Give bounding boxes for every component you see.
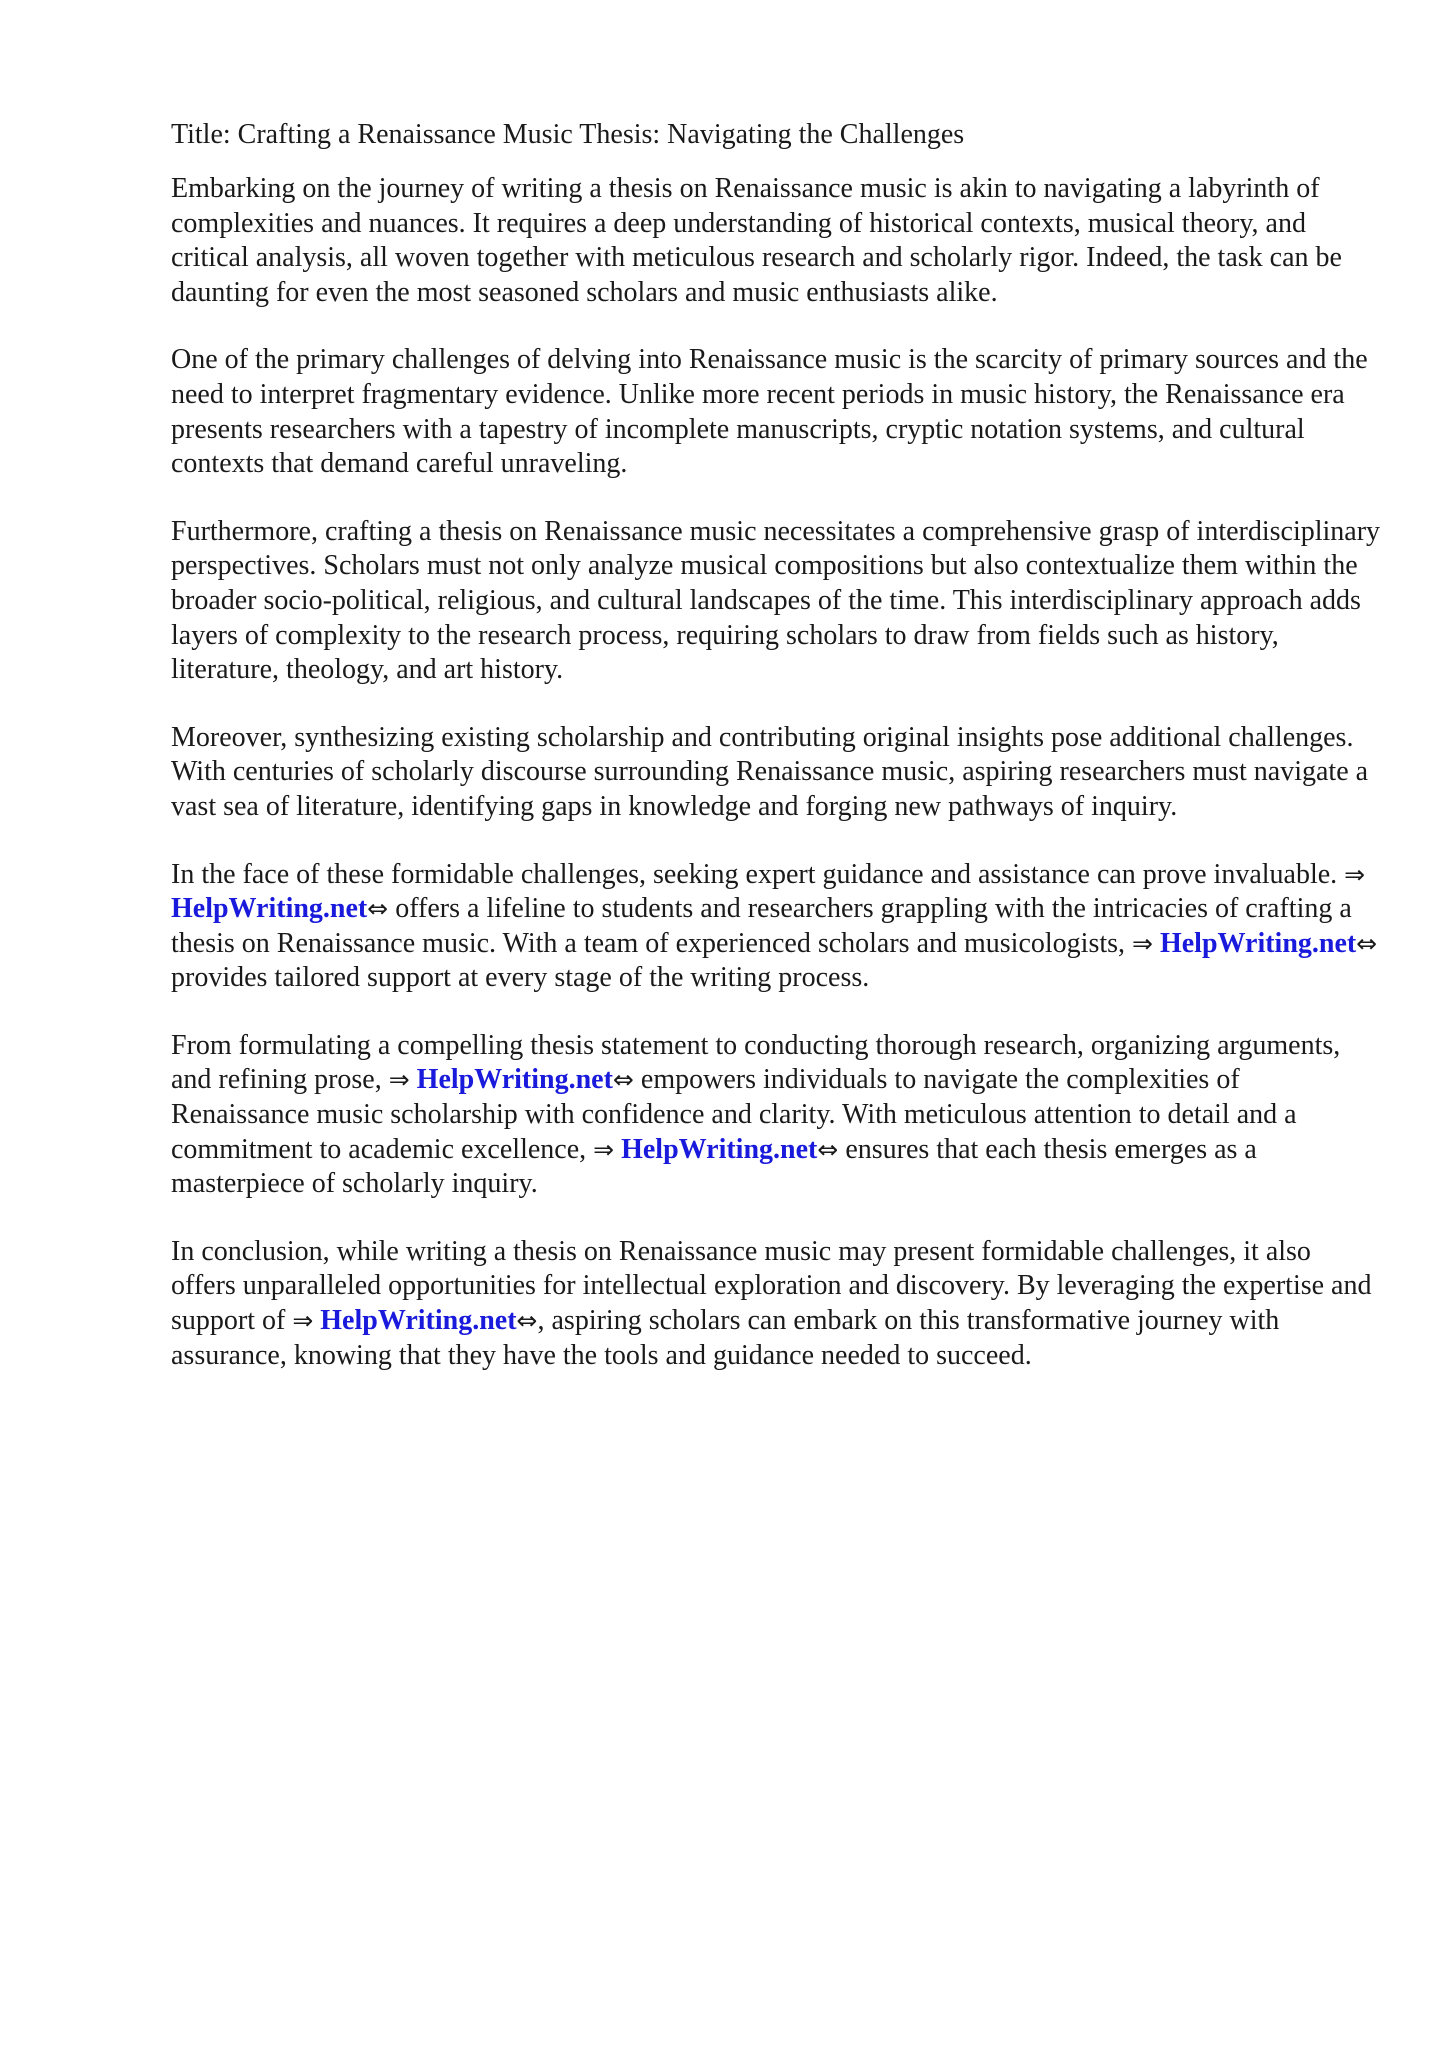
paragraph-5-text-1: In the face of these formidable challenges, seeking expert guidance and assistance can prove invaluable. xyxy=(171,858,1345,890)
paragraph-5-text-3: provides tailored support at every stage of the writing process. xyxy=(171,962,870,994)
document-page xyxy=(171,118,1381,1406)
double-arrow-icon: ⇔ xyxy=(612,1065,634,1095)
helpwriting-link[interactable]: HelpWriting.net xyxy=(416,1064,613,1096)
paragraph-4: Moreover, synthesizing existing scholarship and contributing original insights pose additional challenges. With centuries of scholarly discourse surrounding Renaissance music, aspiring researchers must navigate a vast sea of literature, identifying gaps in knowledge and forging new pathways of inquiry. xyxy=(171,721,1369,822)
double-arrow-icon: ⇔ xyxy=(817,1134,839,1164)
paragraph-6-text-1: From formulating a compelling thesis statement to conducting thorough research, organizing arguments, and refining prose, xyxy=(171,1029,1341,1096)
right-arrow-icon: ⇒ xyxy=(1132,928,1153,958)
helpwriting-link[interactable]: HelpWriting.net xyxy=(621,1133,818,1165)
right-arrow-icon: ⇒ xyxy=(388,1065,410,1095)
helpwriting-link[interactable]: HelpWriting.net xyxy=(320,1305,517,1337)
double-arrow-icon: ⇔ xyxy=(516,1306,538,1336)
paragraph-1: Embarking on the journey of writing a thesis on Renaissance music is akin to navigating a labyrinth of complexities and nuances. It requires a deep understanding of historical contexts, musical theory, and critical analysis, all woven together with meticulous research and scholarly rigor. Indeed, the task can be daunting for even the most seasoned scholars and music enthusiasts alike. xyxy=(171,173,1342,308)
paragraph-6-text-3: ensures that each thesis emerges as a masterpiece of scholarly inquiry. xyxy=(171,1133,1257,1200)
helpwriting-link[interactable]: HelpWriting.net xyxy=(1159,927,1357,959)
paragraph-6 xyxy=(171,1029,1381,1202)
paragraph-5-text-2: offers a lifeline to students and researchers grappling with the intricacies of crafting a thesis on Renaissance music. With a team of experienced scholars and musicologists, xyxy=(171,893,1352,959)
paragraph-6-text-2: empowers individuals to navigate the complexities of Renaissance music scholarship with confidence and clarity. With meticulous attention to detail and a commitment to academic excellence, xyxy=(171,1064,1297,1165)
paragraph-2: One of the primary challenges of delving into Renaissance music is the scarcity of primary sources and the need to interpret fragmentary evidence. Unlike more recent periods in music history, the Renaissance era presents researchers with a tapestry of incomplete manuscripts, cryptic notation systems, and cultural contexts that demand careful unraveling. xyxy=(171,344,1368,480)
right-arrow-icon: ⇒ xyxy=(292,1306,314,1336)
paragraph-7 xyxy=(171,1235,1381,1373)
double-arrow-icon: ⇔ xyxy=(1356,928,1378,958)
paragraph-3: Furthermore, crafting a thesis on Renaissance music necessitates a comprehensive grasp of interdisciplinary perspectives. Scholars must not only analyze musical compositions but also contextualize them within the broader socio-political, religious, and cultural landscapes of the time. This interdisciplinary approach adds layers of complexity to the research process, requiring scholars to draw from fields such as history, literature, theology, and art history. xyxy=(171,515,1381,686)
double-arrow-icon: ⇔ xyxy=(367,894,389,924)
helpwriting-link[interactable]: HelpWriting.net xyxy=(171,893,368,925)
right-arrow-icon: ⇒ xyxy=(593,1134,615,1164)
paragraph-7-text-2: , aspiring scholars can embark on this transformative journey with assurance, knowing that they have the tools and guidance needed to succeed. xyxy=(171,1305,1280,1371)
document-title: Title: Crafting a Renaissance Music Thesis: Navigating the Challenges xyxy=(171,119,965,150)
paragraph-5 xyxy=(171,858,1381,996)
paragraph-7-text-1: In conclusion, while writing a thesis on Renaissance music may present formidable challenges, it also offers unparalleled opportunities for intellectual exploration and discovery. By leveraging the expertise and support of xyxy=(171,1235,1372,1337)
right-arrow-icon: ⇒ xyxy=(1344,859,1366,889)
